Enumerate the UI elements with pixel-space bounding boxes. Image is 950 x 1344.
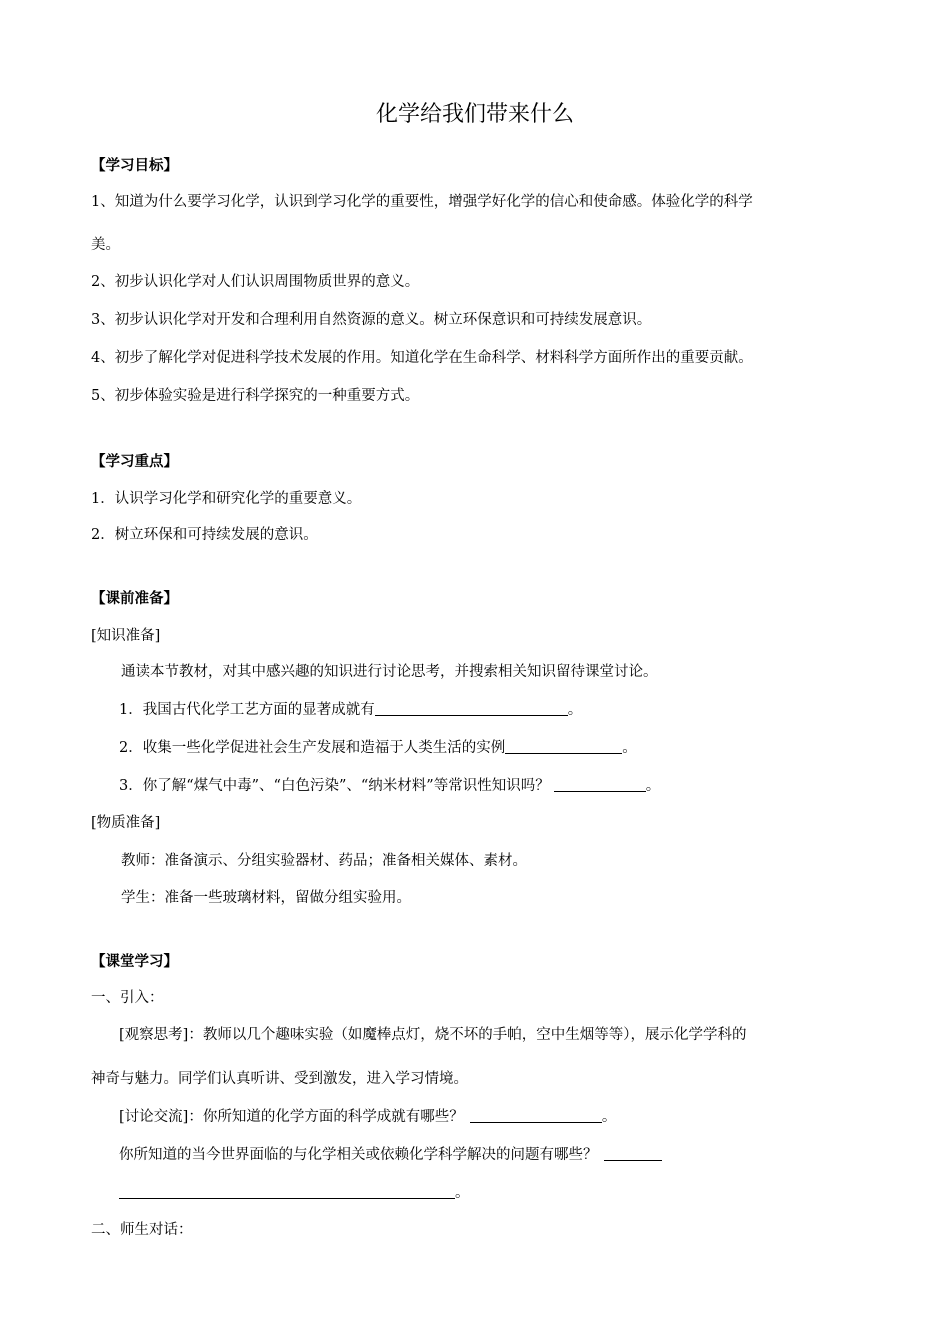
problems-continuation bbox=[119, 1182, 470, 1203]
observe-line-2: 神奇与魅力。同学们认真听讲、受到激发，进入学习情境。 bbox=[91, 1071, 468, 1087]
keypoint-item-2: 2．树立环保和可持续发展的意识。 bbox=[91, 527, 318, 543]
goal-item-1-line-2: 美。 bbox=[91, 237, 120, 253]
classroom-heading: 【课堂学习】 bbox=[91, 954, 178, 970]
teacher-prep: 教师：准备演示、分组实验器材、药品；准备相关媒体、素材。 bbox=[121, 853, 527, 869]
prep-question-3 bbox=[119, 775, 660, 796]
prep-question-2-end: 。 bbox=[622, 740, 637, 756]
prep-question-2-text: 2．收集一些化学促进社会生产发展和造福于人类生活的实例 bbox=[119, 740, 506, 756]
discuss-question-end: 。 bbox=[601, 1109, 617, 1125]
observe-line-1: [观察思考]：教师以几个趣味实验（如魔棒点灯，烧不坏的手帕，空中生烟等等），展示化学学科的 bbox=[119, 1027, 747, 1043]
answer-blank-3[interactable] bbox=[554, 775, 646, 792]
problems-question-text: 你所知道的当今世界面临的与化学相关或依赖化学科学解决的问题有哪些？ bbox=[119, 1147, 598, 1163]
answer-blank-2[interactable] bbox=[505, 737, 622, 754]
prep-question-3-end: 。 bbox=[645, 778, 661, 794]
discuss-question bbox=[119, 1106, 616, 1127]
knowledge-prep-label: [知识准备] bbox=[91, 628, 161, 644]
prep-question-3-text: 3．你了解“煤气中毒”、“白色污染”、“纳米材料”等常识性知识吗？ bbox=[119, 778, 550, 794]
part-2-title: 二、师生对话： bbox=[91, 1222, 193, 1238]
keypoint-item-1: 1．认识学习化学和研究化学的重要意义。 bbox=[91, 491, 362, 507]
answer-blank-4[interactable] bbox=[470, 1106, 602, 1123]
answer-blank-5[interactable] bbox=[604, 1144, 662, 1161]
prep-question-1 bbox=[119, 699, 582, 720]
goal-item-3: 3、初步认识化学对开发和合理利用自然资源的意义。树立环保意识和可持续发展意识。 bbox=[91, 312, 652, 328]
part-1-title: 一、引入： bbox=[91, 990, 164, 1006]
material-prep-label: [物质准备] bbox=[91, 815, 161, 831]
goal-item-2: 2、初步认识化学对人们认识周围物质世界的意义。 bbox=[91, 274, 420, 290]
goals-heading: 【学习目标】 bbox=[91, 158, 178, 174]
prep-intro: 通读本节教材，对其中感兴趣的知识进行讨论思考，并搜索相关知识留待课堂讨论。 bbox=[121, 664, 658, 680]
goal-item-4: 4、初步了解化学对促进科学技术发展的作用。知道化学在生命科学、材料科学方面所作出的重要贡献。 bbox=[91, 350, 753, 366]
goal-item-1-line-1: 1、知道为什么要学习化学，认识到学习化学的重要性，增强学好化学的信心和使命感。体验化学的科学 bbox=[91, 194, 753, 210]
page-title: 化学给我们带来什么 bbox=[375, 102, 574, 127]
goal-item-5: 5、初步体验实验是进行科学探究的一种重要方式。 bbox=[91, 388, 420, 404]
discuss-question-text: [讨论交流]：你所知道的化学方面的科学成就有哪些？ bbox=[119, 1109, 464, 1125]
prep-question-1-end: 。 bbox=[567, 702, 583, 718]
student-prep: 学生：准备一些玻璃材料，留做分组实验用。 bbox=[121, 890, 411, 906]
answer-blank-6[interactable] bbox=[119, 1182, 455, 1199]
prep-heading: 【课前准备】 bbox=[91, 591, 178, 607]
problems-end: 。 bbox=[455, 1185, 470, 1201]
problems-question bbox=[119, 1144, 662, 1165]
keypoints-heading: 【学习重点】 bbox=[91, 454, 178, 470]
prep-question-1-text: 1．我国古代化学工艺方面的显著成就有 bbox=[119, 702, 375, 718]
answer-blank-1[interactable] bbox=[375, 699, 568, 716]
prep-question-2 bbox=[119, 737, 637, 758]
